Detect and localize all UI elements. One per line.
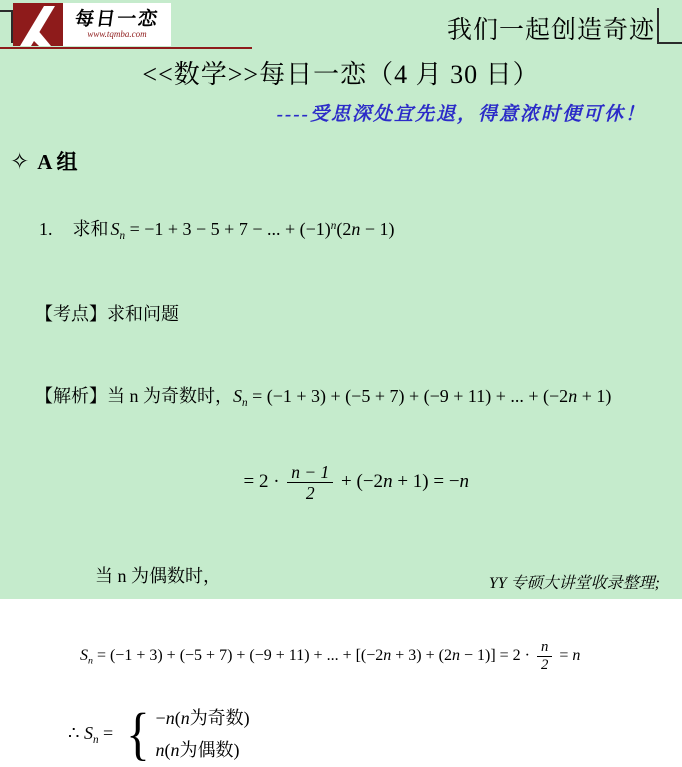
kaodian-line bbox=[8, 279, 682, 347]
section-a-heading bbox=[10, 146, 682, 176]
cases-block bbox=[156, 702, 250, 767]
jiexi-odd-result: = 2 · $\frac{n - 1}{2}$ + (−2n + 1) = −n bbox=[243, 461, 470, 503]
left-corner-mark bbox=[0, 10, 13, 43]
jiexi-odd-line bbox=[8, 361, 682, 430]
header-slogan: 我们一起创造奇迹 bbox=[446, 17, 655, 44]
page-title: <<数学>>每日一恋（4 月 30 日） bbox=[142, 60, 540, 89]
logo-underline-rule bbox=[0, 47, 252, 49]
right-corner-mark bbox=[657, 8, 682, 44]
document-body bbox=[0, 54, 682, 767]
jiexi-label: 【解析】 bbox=[35, 385, 107, 406]
problem-1-line bbox=[12, 194, 682, 263]
jiexi-even-expression-line bbox=[56, 621, 682, 692]
brand-text-block bbox=[63, 3, 171, 46]
brand-logo-k-icon bbox=[13, 3, 63, 46]
jiexi-odd-intro: 当 n 为奇数时， bbox=[107, 385, 233, 406]
kaodian-label: 【考点】 bbox=[35, 303, 107, 324]
conclusion-lhs: ∴ $S_n$ = bbox=[68, 722, 118, 746]
jiexi-odd-expression: $S_n = (-1 + 3) + (-5 + 7) + (-9 + 11)$ + ... + (−2n + 1) bbox=[233, 385, 612, 409]
footer-credit: YY 专硕大讲堂收录整理; bbox=[488, 575, 660, 592]
conclusion-line bbox=[68, 702, 682, 767]
jiexi-even-intro: 当 n 为偶数时， bbox=[95, 565, 221, 586]
case-even: n(n为偶数) bbox=[155, 740, 240, 761]
problem-expression: $S_n = -1 + 3 - 5 + 7$ − ... + $(-1)^n(2n - 1)$ bbox=[110, 219, 395, 242]
jiexi-even-expression: $S_n = (-1 + 3) + (-5 + 7) + (-9 + 11)$ + ... + [(−2n + 3) + (2n − 1)] = 2 · $\frac{n}{2}$ = n bbox=[80, 638, 581, 673]
kaodian-text: 求和问题 bbox=[107, 303, 179, 324]
case-odd: −n(n为奇数) bbox=[155, 707, 250, 728]
problem-number: 1. bbox=[39, 219, 53, 239]
section-a-label: A 组 bbox=[37, 150, 78, 174]
brand-logo bbox=[13, 3, 171, 46]
brand-url: www.tqmba.com bbox=[87, 28, 147, 39]
problem-prompt: 求和 bbox=[72, 219, 109, 239]
diamond-star-icon: ✧ bbox=[10, 149, 30, 174]
cases-brace: { bbox=[125, 701, 150, 767]
brand-calligraphy: 每日一恋 bbox=[73, 8, 161, 30]
jiexi-odd-result-line bbox=[215, 440, 682, 525]
motto-line: ----受思深处宜先退，得意浓时便可休！ bbox=[276, 104, 646, 125]
